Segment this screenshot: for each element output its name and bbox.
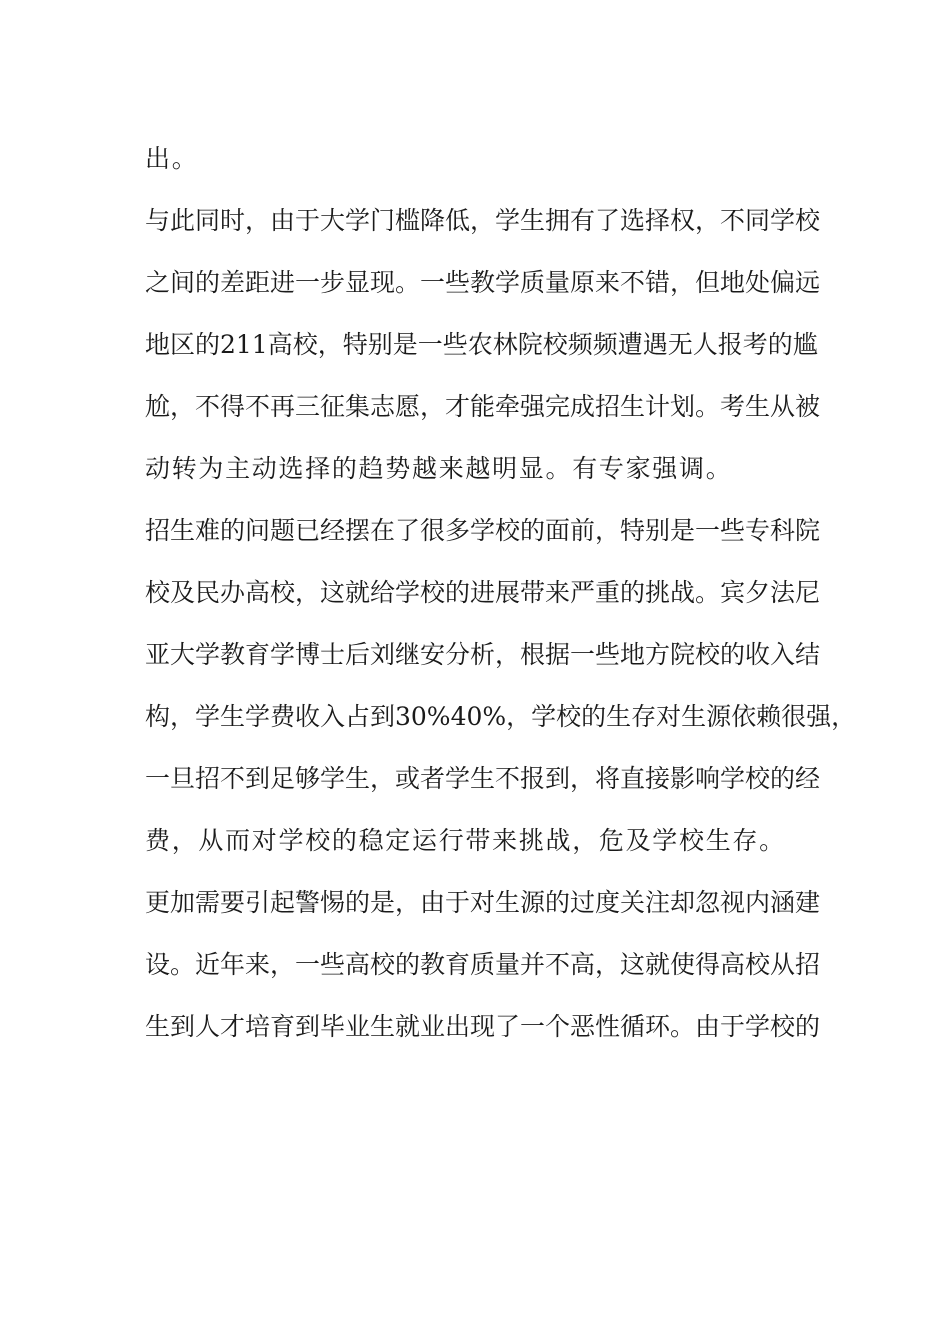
body-text — [145, 128, 857, 1058]
text-line: 地区的211高校，特别是一些农林院校频频遭遇无人报考的尴 — [145, 330, 818, 359]
text-line: 构，学生学费收入占到30%40%，学校的生存对生源依赖很强， — [145, 702, 857, 731]
text-line: 出。 — [145, 144, 199, 173]
text-line: 动转为主动选择的趋势越来越明显。有专家强调。 — [145, 454, 733, 483]
text-line: 费，从而对学校的稳定运行带来挑战，危及学校生存。 — [145, 826, 786, 855]
text-line: 生到人才培育到毕业生就业出现了一个恶性循环。由于学校的 — [145, 1012, 821, 1041]
text-line: 亚大学教育学博士后刘继安分析，根据一些地方院校的收入结 — [145, 640, 821, 669]
text-line: 校及民办高校，这就给学校的进展带来严重的挑战。宾夕法尼 — [145, 578, 821, 607]
text-line: 与此同时，由于大学门槛降低，学生拥有了选择权，不同学校 — [145, 206, 821, 235]
text-line: 之间的差距进一步显现。一些教学质量原来不错，但地处偏远 — [145, 268, 821, 297]
text-line: 更加需要引起警惕的是，由于对生源的过度关注却忽视内涵建 — [145, 888, 821, 917]
text-line: 设。近年来，一些高校的教育质量并不高，这就使得高校从招 — [145, 950, 821, 979]
text-line: 一旦招不到足够学生，或者学生不报到，将直接影响学校的经 — [145, 764, 821, 793]
text-line: 尬，不得不再三征集志愿，才能牵强完成招生计划。考生从被 — [145, 392, 821, 421]
text-line: 招生难的问题已经摆在了很多学校的面前，特别是一些专科院 — [145, 516, 821, 545]
